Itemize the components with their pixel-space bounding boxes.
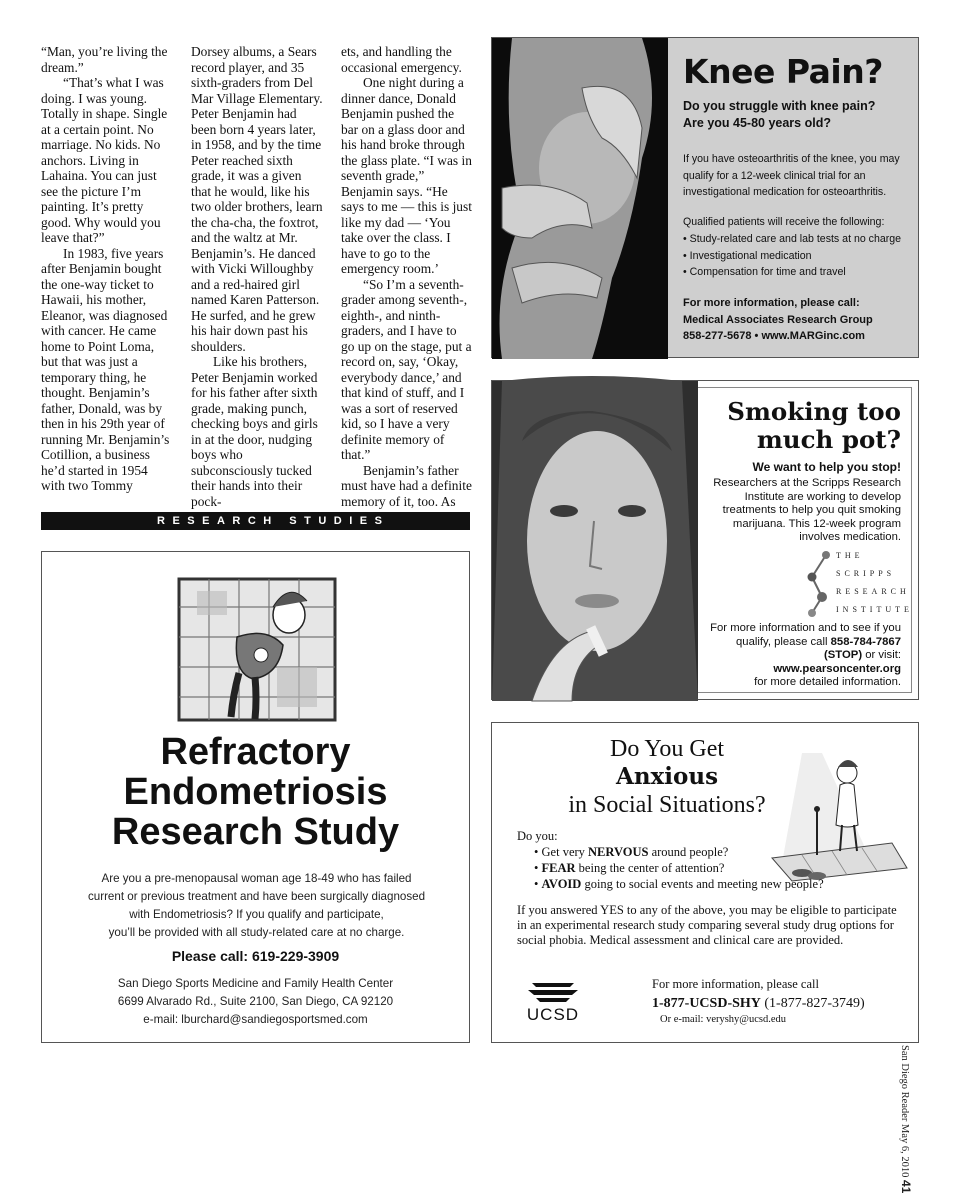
knee-pain-ad [491,37,919,358]
list-item [534,860,824,876]
article-paragraph: “So I’m a seventh-grader among seventh-, eighth-, and ninth-graders, and I have to go up on the stage, put a record on, say, ‘Okay, everybody dance,’ and that kind of stuff, and I was a sort of reserved kid, so I have a very definite memory of that.” [341,276,472,462]
item-emphasis: NERVOUS [588,845,649,859]
item-text: around people? [648,845,729,859]
endometriosis-ad [41,551,470,1043]
knee-photo [492,38,668,359]
item-text: being the center of attention? [575,861,725,875]
pot-contact [701,622,901,690]
item-text: going to social events and meeting new people? [581,877,824,891]
ucsd-ship-icon [522,975,584,1005]
item-emphasis: FEAR [541,861,576,875]
woman-smoking-photo [492,381,698,701]
contact-line: For more information, please call: [683,297,860,309]
pot-url: www.pearsoncenter.org [773,662,901,675]
address-line: 6699 Alvarado Rd., Suite 2100, San Diego, CA 92120 [117,995,394,1008]
article-paragraph: One night during a dinner dance, Donald Benjamin pushed the bar on a glass door and his hand broke through the glass plate. “I was in seventh grade,” Benjamin says. “He says to me — this is just like my dad — ‘You take over the class. I have to go to the emergency room.’ [341,75,472,276]
article-column-3 [341,44,473,509]
anxiety-title [552,735,782,819]
body-line: current or previous treatment and have been surgically diagnosed [87,890,426,903]
address-line: San Diego Sports Medicine and Family Health Center [117,977,394,990]
ucsd-wordmark: UCSD [526,1005,580,1024]
woman-in-pain-illustration [177,577,337,722]
knee-contact [683,295,873,345]
anxiety-symptoms-list [534,844,824,892]
logo-word: THE [836,551,864,560]
list-item: • Compensation for time and travel [683,264,901,281]
social-anxiety-ad [491,722,919,1043]
title-line: much pot? [756,425,901,454]
body-line: Are you a pre-menopausal woman age 18-49 who has failed [101,872,412,885]
email-line: e-mail: lburchard@sandiegosportsmed.com [143,1013,368,1026]
anxiety-phone [652,994,865,1013]
knee-paragraph: Qualified patients will receive the following: [683,216,885,228]
pot-title [727,398,901,454]
anxiety-email: Or e-mail: veryshy@ucsd.edu [660,1014,787,1025]
title-line: Do You Get [609,736,725,762]
pot-subtitle: We want to help you stop! [752,460,901,474]
article-paragraph: “Man, you’re living the dream.” [41,44,168,75]
contact-text: For more information and to see if you qualify, please call [710,622,901,648]
article-paragraph: In 1983, five years after Benjamin bought the one-way ticket to Hawaii, his mother, Eleanor, was diagnosed with cancer. He came home to Point Loma, but that was just a temporary thing, he thought. Benjamin’s father, Donald, was by then in his 29th year of running Mr. Benjamin’s Cotillion, a business he’d started in 1954 with two Tommy [41,245,170,493]
phone-alt: (1-877-827-3749) [760,996,865,1011]
publication-info: San Diego Reader May 6, 2010 [899,1045,910,1178]
article-paragraph: “That’s what I was doing. I was young. Totally in shape. Single at a certain point. No marriage. No kids. No anchors. Living in Lahaina. You can just see the picture I’m painting. It’s pretty good. Why would you leave that?” [41,75,168,245]
contact-line: Medical Associates Research Group [683,313,873,326]
logo-word: RESEARCH [836,587,910,596]
endometriosis-address [42,975,469,1029]
section-label: RESEARCH STUDIES [41,512,470,530]
scripps-logo [806,549,913,619]
page-footer [899,1045,913,1193]
anxiety-contact [652,975,865,1026]
endometriosis-title [42,732,469,852]
article-paragraph: Like his brothers, Peter Benjamin worked for his father after sixth grade, making punch, checking boys and girls in at the door, nudging boys who subconsciously tucked their hands into their pock- [191,354,318,509]
knee-subtitle [683,98,875,132]
article-column-1 [41,44,173,494]
pot-phone: 858-784-7867 (STOP) [824,635,901,661]
title-line: in Social Situations? [568,792,766,818]
title-line: Refractory [160,731,351,773]
item-text: Get very [541,845,589,859]
molecule-icon [806,549,836,619]
knee-paragraph: If you have osteoarthritis of the knee, you may qualify for a 12-week clinical trial for an investigational medication for osteoarthritis. [683,153,900,198]
endometriosis-body [72,870,441,942]
article-column-2 [191,44,323,509]
list-item [534,844,824,860]
list-item: • Investigational medication [683,248,901,265]
smoking-pot-ad [491,380,919,700]
title-line: Endometriosis [123,771,388,813]
item-emphasis: AVOID [541,877,582,891]
knee-benefits-list [683,231,901,281]
page-number: 41 [899,1180,913,1193]
anxiety-question: Do you: [517,829,558,843]
logo-word: SCRIPPS [836,569,896,578]
title-line: Research Study [111,811,400,853]
phone-bold: 1-877-UCSD-SHY [652,996,761,1011]
contact-text: or visit: [862,649,901,661]
subtitle-line: Do you struggle with knee pain? [683,99,876,113]
knee-title: Knee Pain? [683,52,883,91]
list-item: • Study-related care and lab tests at no charge [683,231,901,248]
subtitle-line: Are you 45-80 years old? [683,116,831,130]
ucsd-logo [522,975,584,1025]
logo-word: INSTITUTE [836,605,913,614]
body-line: with Endometriosis? If you qualify and participate, [129,908,384,921]
article-paragraph: Dorsey albums, a Sears record player, and 35 sixth-graders from Del Mar Village Elementary. Peter Benjamin had been born 4 years later, in 1958, and by the time Peter reached sixth grade, it was a given that he would, like his two older brothers, learn the cha-cha, the foxtrot, and the waltz at Mr. Benjamin’s. He danced with Vicki Willoughby and a red-haired girl named Karen Patterson. He surfed, and he grew his hair down past his shoulders. [191,44,323,354]
pot-text-panel [698,387,912,693]
title-line: Smoking too [727,397,901,426]
contact-line: 858-277-5678 • www.MARGinc.com [683,330,865,342]
contact-line: For more information, please call [652,977,819,991]
article-paragraph: ets, and handling the occasional emergency. [341,44,462,75]
pot-body: Researchers at the Scripps Research Institute are working to develop treatments to help you quit smoking marijuana. This 12-week program involves medication. [713,477,901,543]
list-item [534,876,824,892]
contact-text: for more detailed information. [754,676,901,688]
endometriosis-phone: Please call: 619-229-3909 [171,948,340,964]
body-line: you’ll be provided with all study-related care at no charge. [108,926,405,939]
anxiety-paragraph: If you answered YES to any of the above, you may be eligible to participate in an experimental research study comparing several study drug options for social phobia. Medical assessment and clinical care are provided. [517,903,897,947]
article-paragraph: Benjamin’s father must have had a definite memory of it, too. As [341,462,472,509]
title-line: Anxious [615,763,719,790]
